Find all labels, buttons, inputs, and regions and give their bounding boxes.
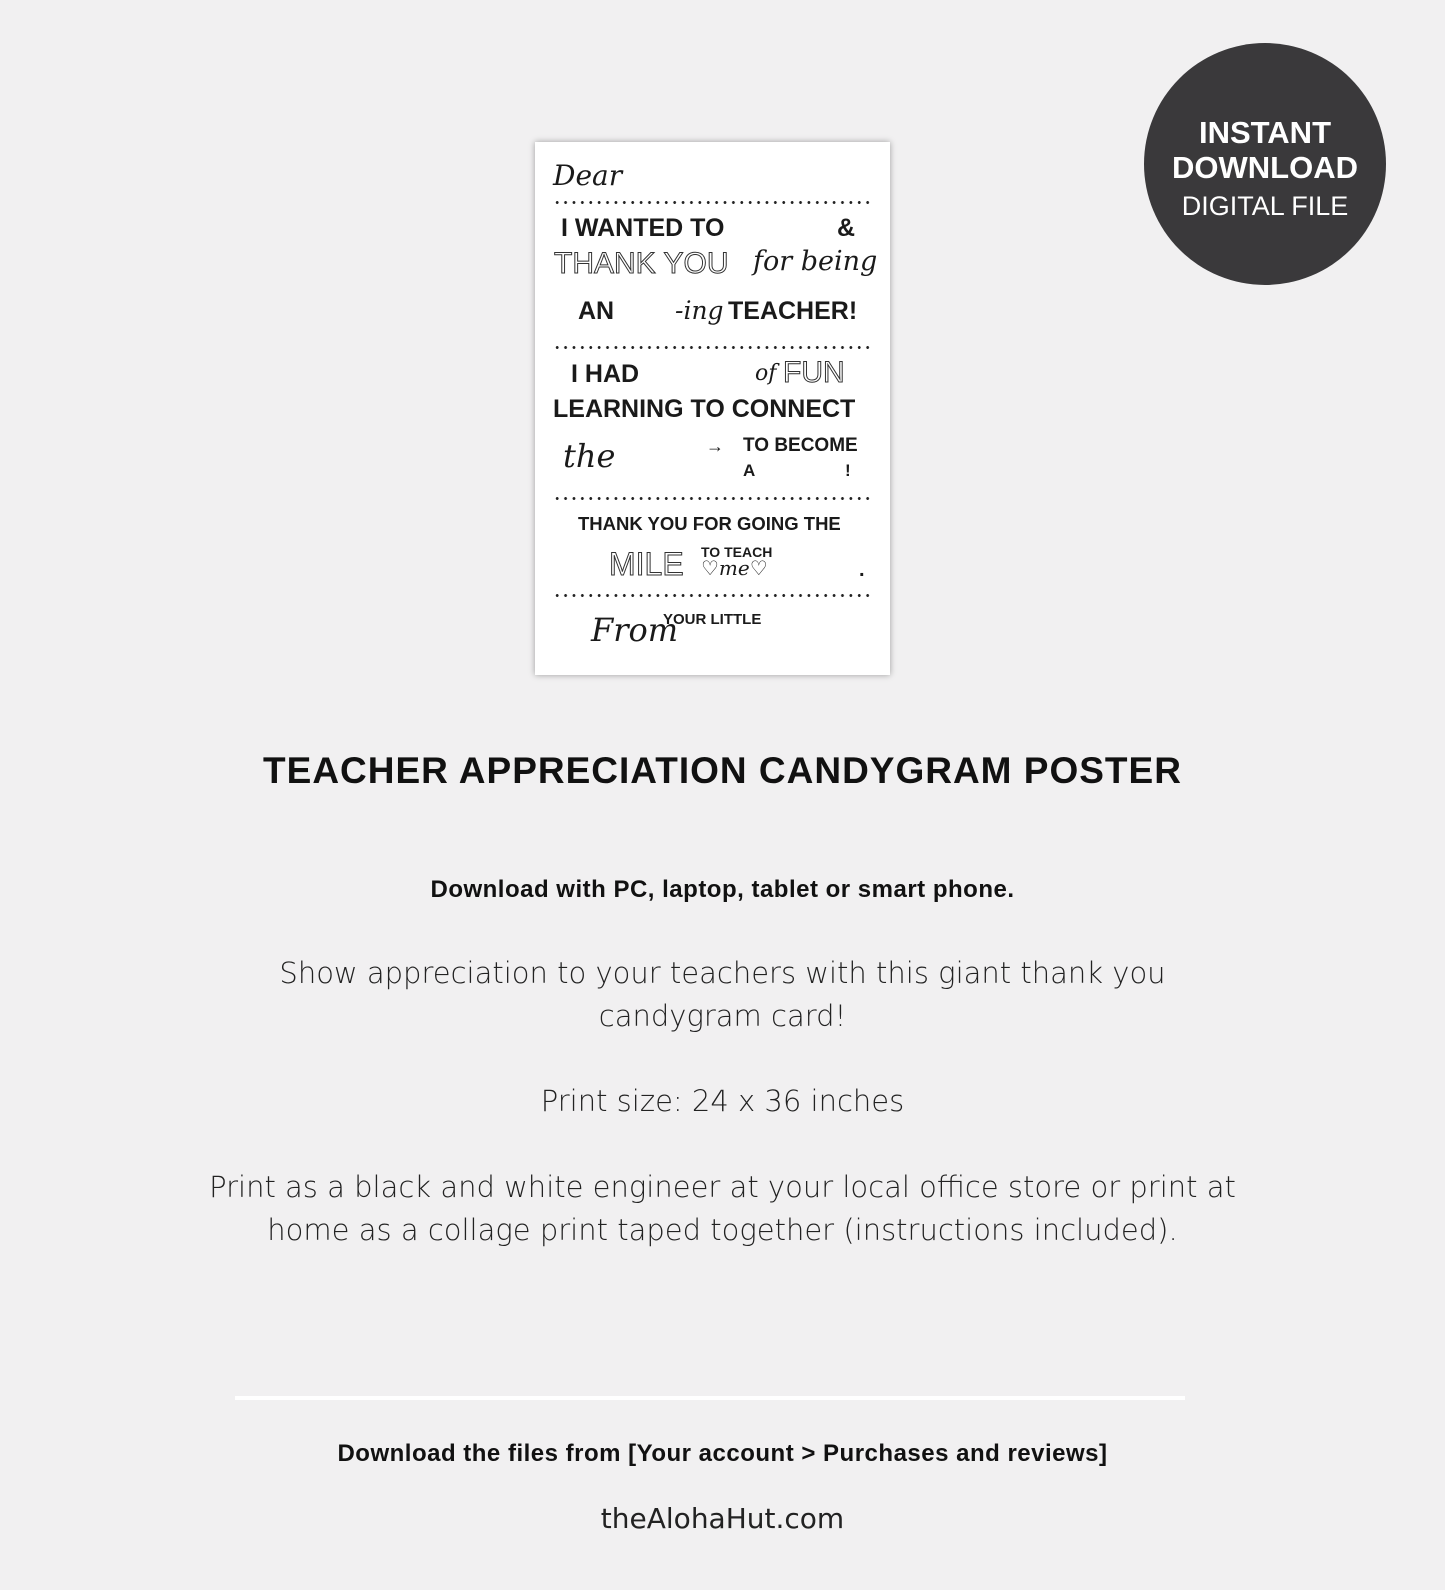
badge-digital-file: DIGITAL FILE [1181,191,1349,221]
dotted-divider [553,346,873,349]
instant-download-badge [1144,43,1386,285]
poster-for-being: for being [753,246,878,277]
download-devices-note: Download with PC, laptop, tablet or smart phone. [430,876,1015,903]
poster-amp: & [837,214,856,242]
badge-download: DOWNLOAD [1172,150,1358,185]
poster-your-little: YOUR LITTLE [663,611,762,628]
product-title: TEACHER APPRECIATION CANDYGRAM POSTER [263,750,1182,791]
poster-a: A [743,461,756,480]
poster-from: From [591,611,679,649]
poster-an: AN [578,297,615,325]
dotted-divider [553,594,873,597]
poster-to-become: TO BECOME [743,435,858,456]
description-line-1: Show appreciation to your teachers with this giant thank you [279,956,1166,990]
poster-teacher: TEACHER! [728,297,858,325]
badge-instant: INSTANT [1198,115,1332,150]
poster-ing: -ing [675,296,724,325]
arrow-icon: → [706,436,724,456]
poster-wanted: I WANTED TO [561,214,725,242]
poster-dear: Dear [553,159,623,192]
website-link: theAlohaHut.com [600,1502,845,1535]
download-files-note: Download the files from [Your account > Purchases and reviews] [337,1440,1108,1467]
description-line-2: candygram card! [598,999,847,1033]
print-instructions-line-2: home as a collage print taped together (instructions included). [267,1213,1178,1247]
poster-learning: LEARNING TO CONNECT [553,395,856,423]
poster-fun: FUN [783,356,845,389]
poster-me: ♡me♡ [701,556,768,580]
poster-thank-going: THANK YOU FOR GOING THE [578,513,841,534]
poster-the: the [563,437,616,475]
poster-preview [535,142,890,675]
poster-period: . [859,559,865,581]
poster-thank-you: THANK YOU [554,247,729,280]
print-size: Print size: 24 x 36 inches [540,1084,905,1118]
dotted-divider [553,201,873,204]
poster-i-had: I HAD [571,360,640,388]
poster-mile: MILE [609,546,684,582]
print-instructions-line-1: Print as a black and white engineer at your local office store or print at [209,1170,1236,1204]
dotted-divider [553,497,873,500]
poster-excl: ! [845,461,851,480]
poster-of: of [755,361,777,386]
divider [235,1396,1185,1400]
poster-to-teach: TO TEACH [701,544,773,560]
